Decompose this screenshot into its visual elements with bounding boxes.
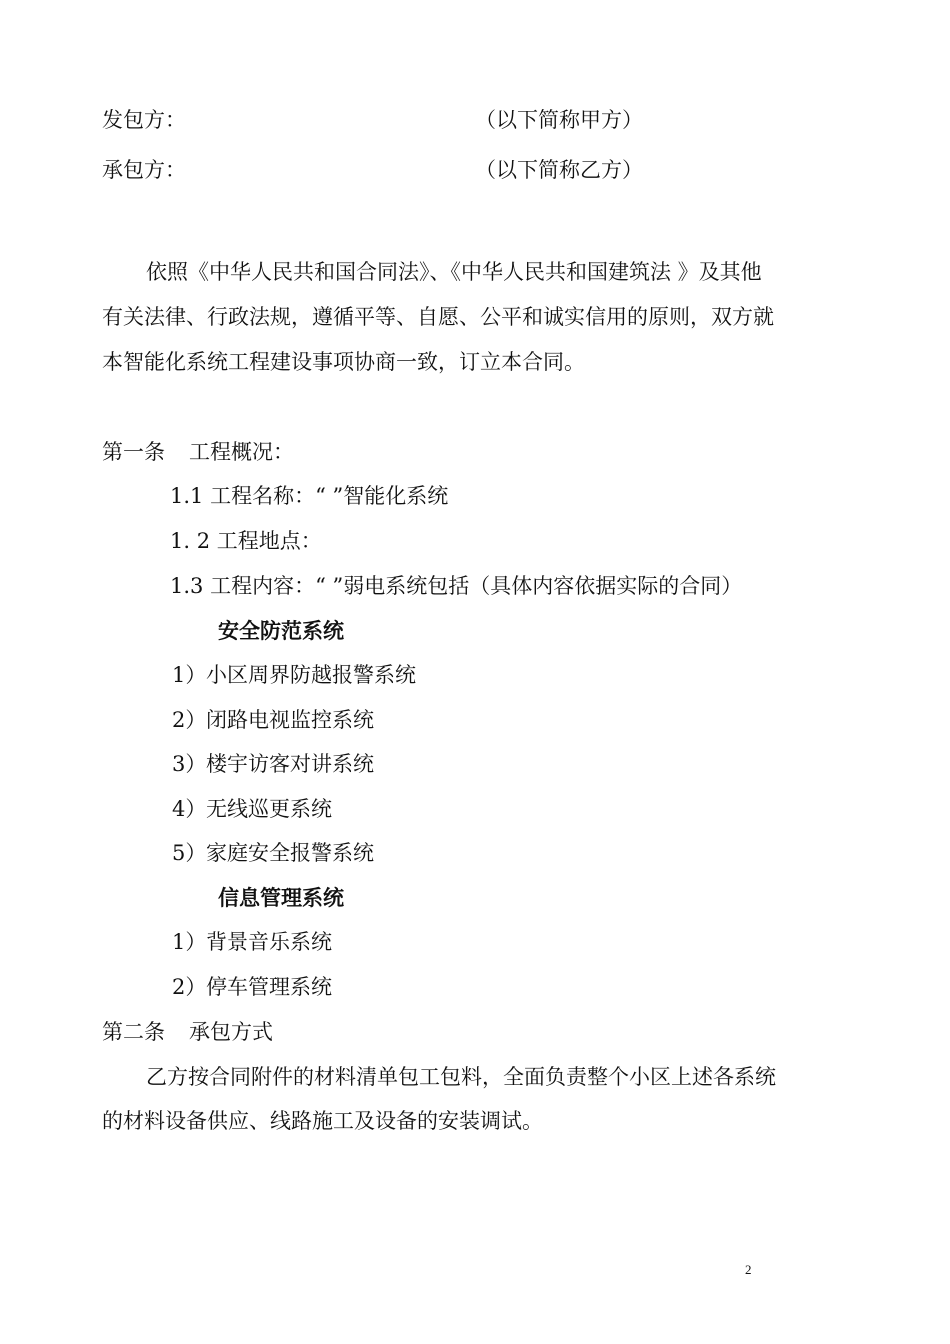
list-item	[172, 928, 332, 956]
article-2-number: 第二条	[102, 1020, 165, 1044]
project-name-item: 1.1 工程名称：“ ”智能化系统	[170, 484, 449, 508]
preamble-line-2: 有关法律、行政法规，遵循平等、自愿、公平和诚实信用的原则，双方就	[102, 305, 774, 329]
article-2-body-line-1: 乙方按合同附件的材料清单包工包料，全面负责整个小区上述各系统	[146, 1065, 776, 1089]
list-item-number: 4）	[172, 797, 207, 821]
article-1-number: 第一条	[102, 440, 165, 464]
list-item	[172, 750, 374, 778]
project-content-item: 1.3 工程内容：“ ”弱电系统包括（具体内容依据实际的合同）	[170, 574, 743, 598]
employer-note: （以下简称甲方）	[475, 108, 643, 132]
list-item-text: 家庭安全报警系统	[206, 841, 374, 865]
article-1-heading	[102, 438, 294, 466]
list-item	[172, 795, 332, 823]
list-item-number: 1）	[172, 663, 207, 687]
project-location-item: 1. 2 工程地点：	[170, 529, 322, 553]
contractor-label: 承包方：	[102, 158, 186, 182]
list-item-text: 停车管理系统	[206, 975, 332, 999]
list-item-text: 小区周界防越报警系统	[206, 663, 416, 687]
list-item	[172, 706, 374, 734]
list-item-number: 2）	[172, 975, 207, 999]
list-item-text: 背景音乐系统	[206, 930, 332, 954]
list-item-text: 无线巡更系统	[206, 797, 332, 821]
list-item-number: 2）	[172, 708, 207, 732]
article-2-heading	[102, 1018, 273, 1046]
list-item-number: 1）	[172, 930, 207, 954]
article-1-title: 工程概况：	[189, 440, 294, 464]
article-2-body-line-2: 的材料设备供应、线路施工及设备的安装调试。	[102, 1109, 543, 1133]
info-systems-heading: 信息管理系统	[218, 885, 344, 910]
list-item-text: 楼宇访客对讲系统	[206, 752, 374, 776]
preamble-line-1: 依照《中华人民共和国合同法》、《中华人民共和国建筑法 》及其他	[146, 260, 762, 284]
article-2-title: 承包方式	[189, 1020, 273, 1044]
list-item	[172, 973, 332, 1001]
list-item-number: 5）	[172, 841, 207, 865]
security-systems-heading: 安全防范系统	[218, 618, 344, 643]
list-item	[172, 661, 416, 689]
list-item-number: 3）	[172, 752, 207, 776]
contractor-note: （以下简称乙方）	[475, 158, 643, 182]
preamble-line-3: 本智能化系统工程建设事项协商一致，订立本合同。	[102, 350, 585, 374]
employer-label: 发包方：	[102, 108, 186, 132]
list-item	[172, 839, 374, 867]
page-number: 2	[745, 1262, 752, 1277]
list-item-text: 闭路电视监控系统	[206, 708, 374, 732]
